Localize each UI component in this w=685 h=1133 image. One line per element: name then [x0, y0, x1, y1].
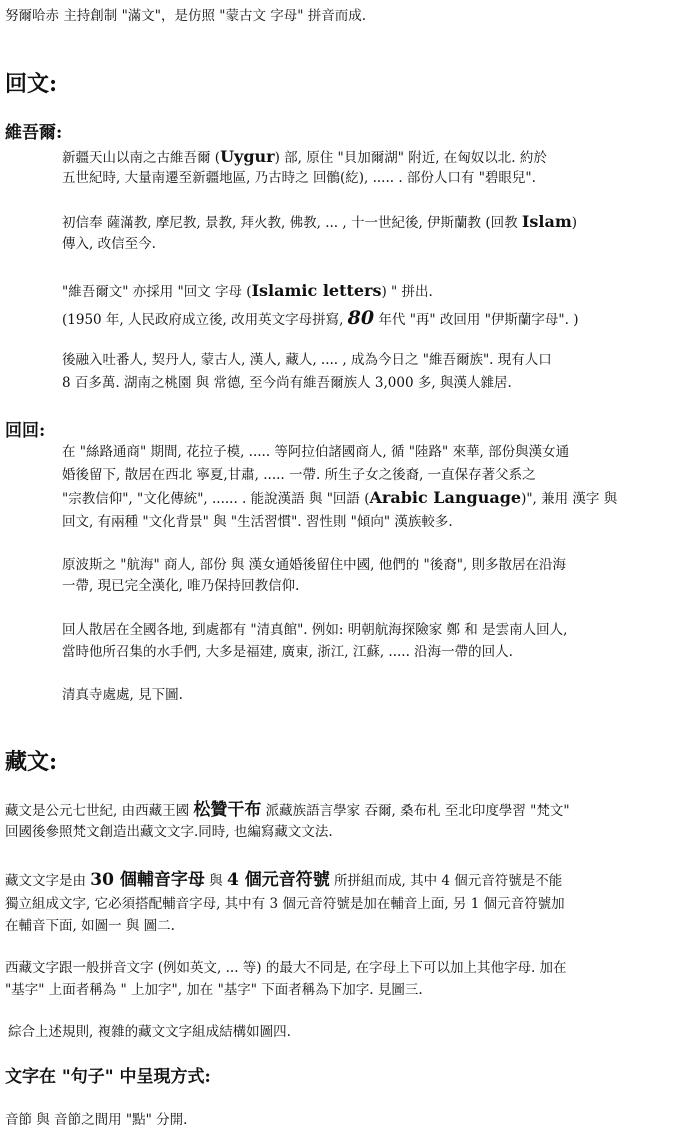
- text-line: [62, 281, 433, 302]
- subheading-uygur: 維吾爾:: [5, 123, 63, 143]
- text-span: Arabic Language: [369, 488, 522, 507]
- text-line: [62, 147, 547, 168]
- text-line: "基字" 上面者稱為 " 上加字", 加在 "基字" 下面者稱為下加字. 見圖三.: [5, 982, 423, 998]
- text-span: ) " 拼出.: [381, 284, 433, 300]
- section-heading-zang: 藏文:: [5, 749, 58, 775]
- text-line: 在輔音下面, 如圖一 與 圖二.: [5, 918, 175, 934]
- text-span: 初信奉 薩滿教, 摩尼教, 景教, 拜火教, 佛教, ... , 十一世紀後, 伊斯蘭教 (回教: [62, 215, 522, 231]
- text-span: Islamic letters: [251, 281, 382, 300]
- text-span: 藏文文字是由: [5, 873, 91, 889]
- text-span: ) 部, 原住 "貝加爾湖" 附近, 在匈奴以北. 約於: [274, 150, 547, 166]
- sentence-paragraph-1: 音節 與 音節之間用 "點" 分開.: [5, 1112, 188, 1128]
- text-span: 年代 "再" 改回用 "伊斯蘭字母". ): [374, 312, 579, 328]
- subheading-huihui: 回回:: [5, 421, 46, 441]
- text-span: 80: [347, 307, 375, 329]
- text-line: 原波斯之 "航海" 商人, 部份 與 漢女通婚後留住中國, 他們的 "後裔", 則多散居在沿海: [62, 557, 567, 573]
- text-line: 西藏文字跟一般拼音文字 (例如英文, ... 等) 的最大不同是, 在字母上下可以加上其他字母. 加在: [5, 960, 567, 976]
- text-span: ): [571, 215, 578, 231]
- text-line: [62, 212, 577, 233]
- text-span: 4 個元音符號: [226, 870, 330, 890]
- text-line: 8 百多萬. 湖南之桃園 與 常德, 至今尚有維吾爾族人 3,000 多, 與漢人雜居.: [62, 375, 512, 391]
- text-line: 在 "絲路通商" 期間, 花拉子模, ..... 等阿拉伯諸國商人, 循 "陸路" 來華, 部份與漢女通: [62, 444, 570, 460]
- text-span: 30 個輔音字母: [90, 870, 205, 890]
- text-span: 藏文是公元七世紀, 由西藏王國: [5, 803, 194, 819]
- text-span: 與: [204, 873, 227, 889]
- text-span: "宗教信仰", "文化傳統", ...... . 能說漢語 與 "回語 (: [62, 491, 370, 507]
- text-line: 婚後留下, 散居在西北 寧夏,甘肅, ..... 一帶. 所生子女之後裔, 一直保存著父系之: [62, 467, 536, 483]
- text-span: )", 兼用 漢字 與: [521, 491, 618, 507]
- text-line: 五世紀時, 大量南遷至新疆地區, 乃古時之 回鶻(紇), ..... . 部份人口有 "碧眼兒".: [62, 170, 536, 186]
- subheading-sentence-presentation: 文字在 "句子" 中呈現方式:: [5, 1067, 211, 1087]
- text-line: 回人散居在全國各地, 到處都有 "清真館". 例如: 明朝航海探險家 鄭 和 是雲南人回人,: [62, 622, 568, 638]
- text-line: 傳入, 改信至今.: [62, 236, 156, 252]
- text-line: 當時他所召集的水手們, 大多是福建, 廣東, 浙江, 江蘇, ..... 沿海一帶的回人.: [62, 644, 513, 660]
- text-line: [62, 488, 617, 509]
- text-line: 回國後參照梵文創造出藏文文字.同時, 也編寫藏文文法.: [5, 824, 333, 840]
- text-span: 派藏族語言學家 吞爾, 桑布札 至北印度學習 "梵文": [261, 803, 570, 819]
- text-line: 獨立組成文字, 它必須搭配輔音字母, 其中有 3 個元音符號是加在輔音上面, 另 1 個元音符號加: [5, 896, 565, 912]
- text-line: [62, 308, 578, 330]
- huihui-paragraph-4: 清真寺處處, 見下圖.: [62, 687, 183, 703]
- text-span: "維吾爾文" 亦採用 "回文 字母 (: [62, 284, 252, 300]
- text-span: Uygur: [220, 147, 275, 166]
- text-span: Islam: [521, 212, 572, 231]
- section-heading-hui: 回文:: [5, 71, 58, 97]
- text-line: 一帶, 現已完全漢化, 唯乃保持回教信仰.: [62, 578, 300, 594]
- text-span: 新疆天山以南之古維吾爾 (: [62, 150, 221, 166]
- text-span: 松贊干布: [193, 800, 262, 820]
- text-span: 所拼組而成, 其中 4 個元音符號是不能: [329, 873, 563, 889]
- intro-line: 努爾哈赤 主持創制 "滿文"，是仿照 "蒙古文 字母" 拼音而成.: [5, 8, 367, 24]
- text-line: [5, 870, 562, 891]
- text-line: 後融入吐番人, 契丹人, 蒙古人, 漢人, 藏人, .... , 成為今日之 "維吾爾族". 現有人口: [62, 352, 552, 368]
- text-line: 回文, 有兩種 "文化背景" 與 "生活習慣". 習性則 "傾向" 漢族較多.: [62, 514, 453, 530]
- text-span: (1950 年, 人民政府成立後, 改用英文字母拼寫,: [62, 312, 348, 328]
- text-line: [5, 800, 570, 821]
- zang-paragraph-4: 綜合上述規則, 複雜的藏文文字組成結構如圖四.: [8, 1024, 291, 1040]
